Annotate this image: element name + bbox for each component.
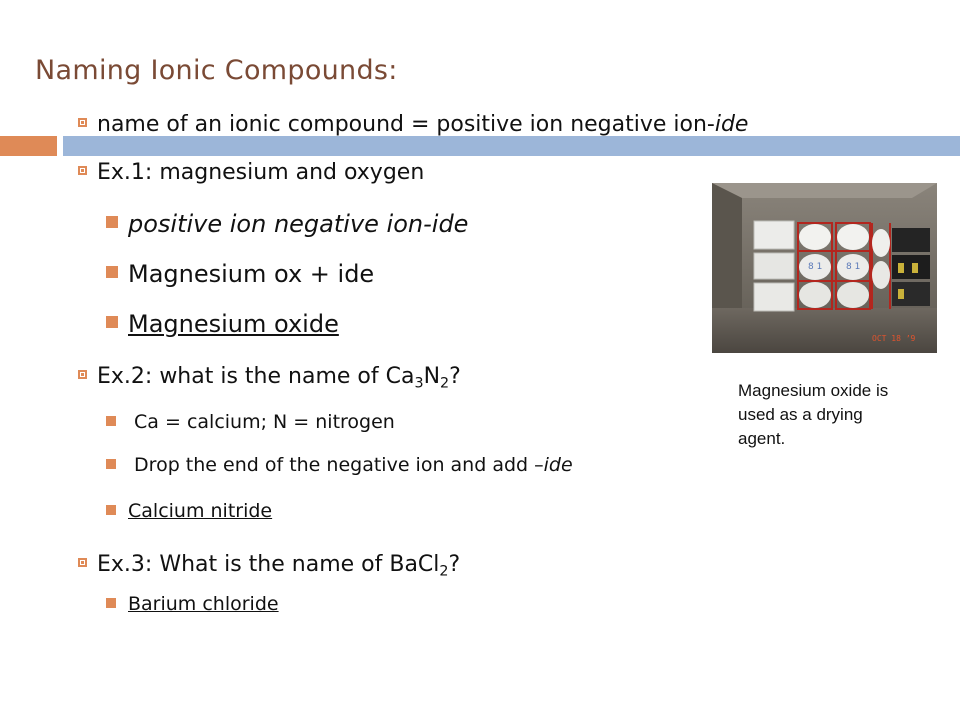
ex1-step2-text: Magnesium ox + ide (128, 260, 375, 288)
ex3-answer-text: Barium chloride (128, 593, 279, 615)
ex2-formula-n: N (423, 364, 441, 389)
ex2-answer (106, 500, 272, 522)
ex2-step1 (106, 411, 395, 433)
slide-title: Naming Ionic Compounds: (35, 55, 398, 86)
rule-bullet (78, 112, 748, 137)
ex1-answer-text: Magnesium oxide (128, 310, 339, 338)
ex2-step2-suffix: ide (543, 454, 573, 476)
svg-text:8 1: 8 1 (808, 262, 823, 272)
ex1-answer (106, 310, 339, 338)
ex2-heading (78, 364, 461, 392)
ex3-heading (78, 552, 461, 580)
square-bullet-icon (106, 416, 116, 426)
ex2-step1-text: Ca = calcium; N = nitrogen (128, 411, 395, 433)
ex2-heading-text: Ex.2: what is the name of Ca (97, 364, 415, 389)
square-bullet-icon (106, 598, 116, 608)
accent-bar-blue (63, 136, 960, 156)
ex1-step2 (106, 260, 374, 288)
svg-text:8 1: 8 1 (846, 262, 861, 272)
hollow-square-bullet-icon (78, 370, 87, 379)
ex1-step1 (106, 210, 468, 238)
hollow-square-bullet-icon (78, 166, 87, 175)
ex2-answer-text: Calcium nitride (128, 500, 273, 522)
ex1-step1-text: positive ion negative ion-ide (128, 210, 469, 238)
rule-text: name of an ionic compound = positive ion negative ion- (97, 112, 715, 137)
ex3-question-mark: ? (448, 552, 461, 577)
ex3-heading-text: Ex.3: What is the name of BaCl (97, 552, 440, 577)
ex2-step2-text: Drop the end of the negative ion and add – (128, 454, 544, 476)
photo-date-stamp: OCT 18 ’9 (872, 334, 916, 343)
square-bullet-icon (106, 216, 118, 228)
accent-bar-orange (0, 136, 57, 156)
ex2-subscript-ca: 3 (414, 375, 424, 392)
square-bullet-icon (106, 316, 118, 328)
hollow-square-bullet-icon (78, 118, 87, 127)
rule-suffix: ide (714, 112, 749, 137)
warehouse-photo (712, 183, 937, 353)
ex2-subscript-n: 2 (440, 375, 450, 392)
ex2-question-mark: ? (449, 364, 461, 389)
square-bullet-icon (106, 266, 118, 278)
ex3-answer (106, 593, 279, 615)
ex1-heading-text: Ex.1: magnesium and oxygen (97, 160, 425, 185)
ex3-subscript: 2 (439, 563, 449, 580)
warehouse-photo-image (712, 183, 937, 353)
ex2-step2 (106, 454, 573, 476)
square-bullet-icon (106, 459, 116, 469)
hollow-square-bullet-icon (78, 558, 87, 567)
square-bullet-icon (106, 505, 116, 515)
photo-caption: Magnesium oxide is used as a drying agent. (738, 381, 889, 448)
ex1-heading (78, 160, 424, 185)
